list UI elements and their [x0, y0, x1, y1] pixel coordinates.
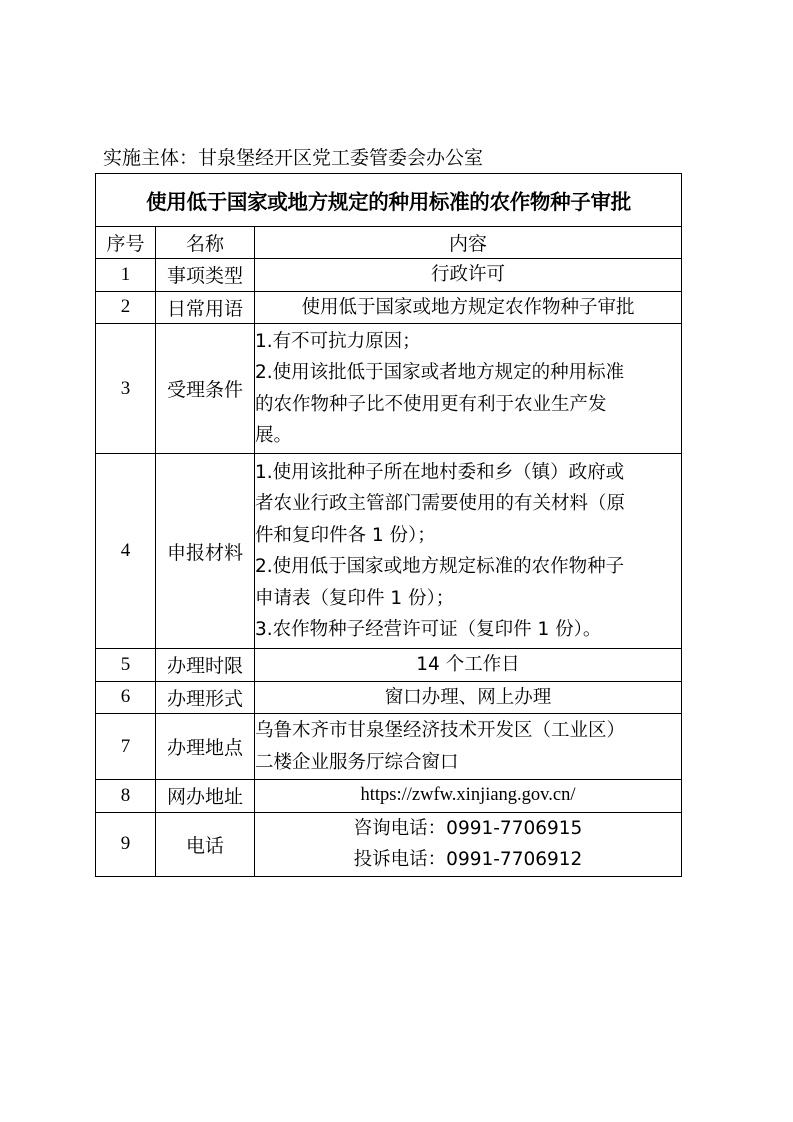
- content-line: 二楼企业服务厅综合窗口: [255, 751, 459, 773]
- row-no: 1: [96, 259, 156, 292]
- approval-info-table: [95, 173, 682, 877]
- content-line: 申请表（复印件 1 份）；: [255, 587, 455, 609]
- row-content: [255, 681, 682, 714]
- content-line: 1.使用该批种子所在地村委和乡（镇）政府或: [255, 461, 625, 483]
- consult-phone: 咨询电话：0991-7706915: [353, 817, 583, 839]
- content-line: 14 个工作日: [416, 654, 520, 675]
- table-row: [96, 681, 682, 714]
- content-line: 乌鲁木齐市甘泉堡经济技术开发区（工业区）: [255, 720, 626, 741]
- table-row: [96, 780, 682, 813]
- row-content: [255, 714, 682, 780]
- header-content: 内容: [255, 227, 682, 259]
- row-no: 2: [96, 291, 156, 324]
- table-row: [96, 649, 682, 682]
- row-no: 4: [96, 454, 156, 649]
- row-content: [255, 649, 682, 682]
- table-row: [96, 812, 682, 876]
- row-content: [255, 324, 682, 454]
- row-content: [255, 291, 682, 324]
- content-line: 展。: [255, 425, 293, 446]
- complaint-phone: 投诉电话：0991-7706912: [353, 849, 583, 870]
- content-line: 3.农作物种子经营许可证（复印件 1 份）。: [255, 619, 602, 640]
- row-no: 7: [96, 714, 156, 780]
- table-row: [96, 454, 682, 649]
- row-name: 办理地点: [156, 714, 255, 780]
- row-content: [255, 780, 682, 813]
- table-row: [96, 291, 682, 324]
- content-line: 者农业行政主管部门需要使用的有关材料（原: [255, 493, 626, 514]
- content-line: 窗口办理、网上办理: [384, 686, 552, 708]
- row-name: 申报材料: [156, 454, 255, 649]
- table-row: [96, 259, 682, 292]
- row-name: 电话: [156, 812, 255, 876]
- row-no: 3: [96, 324, 156, 454]
- content-line: 使用低于国家或地方规定农作物种子审批: [301, 296, 635, 318]
- content-line: 1.有不可抗力原因；: [255, 330, 421, 352]
- row-no: 8: [96, 780, 156, 813]
- table-title: 使用低于国家或地方规定的种用标准的农作物种子审批: [96, 174, 682, 227]
- table-row: [96, 324, 682, 454]
- row-name: 事项类型: [156, 259, 255, 292]
- header-no: 序号: [96, 227, 156, 259]
- row-no: 6: [96, 681, 156, 714]
- table-row: [96, 714, 682, 780]
- row-no: 9: [96, 812, 156, 876]
- content-line: 行政许可: [430, 264, 505, 285]
- header-name: 名称: [156, 227, 255, 259]
- content-line: 件和复印件各 1 份）；: [255, 524, 436, 546]
- website-link[interactable]: https://zwfw.xinjiang.gov.cn/: [360, 785, 576, 805]
- implementer-label: 实施主体：甘泉堡经开区党工委管委会办公室: [103, 147, 484, 169]
- content-line: 2.使用该批低于国家或者地方规定的种用标准: [255, 362, 625, 383]
- content-line: 2.使用低于国家或地方规定标准的农作物种子: [255, 556, 625, 577]
- row-name: 办理形式: [156, 681, 255, 714]
- row-content: [255, 259, 682, 292]
- row-name: 办理时限: [156, 649, 255, 682]
- content-line: 的农作物种子比不使用更有利于农业生产发: [255, 393, 607, 415]
- row-name: 网办地址: [156, 780, 255, 813]
- row-content: [255, 812, 682, 876]
- row-content: [255, 454, 682, 649]
- row-name: 日常用语: [156, 291, 255, 324]
- row-no: 5: [96, 649, 156, 682]
- row-name: 受理条件: [156, 324, 255, 454]
